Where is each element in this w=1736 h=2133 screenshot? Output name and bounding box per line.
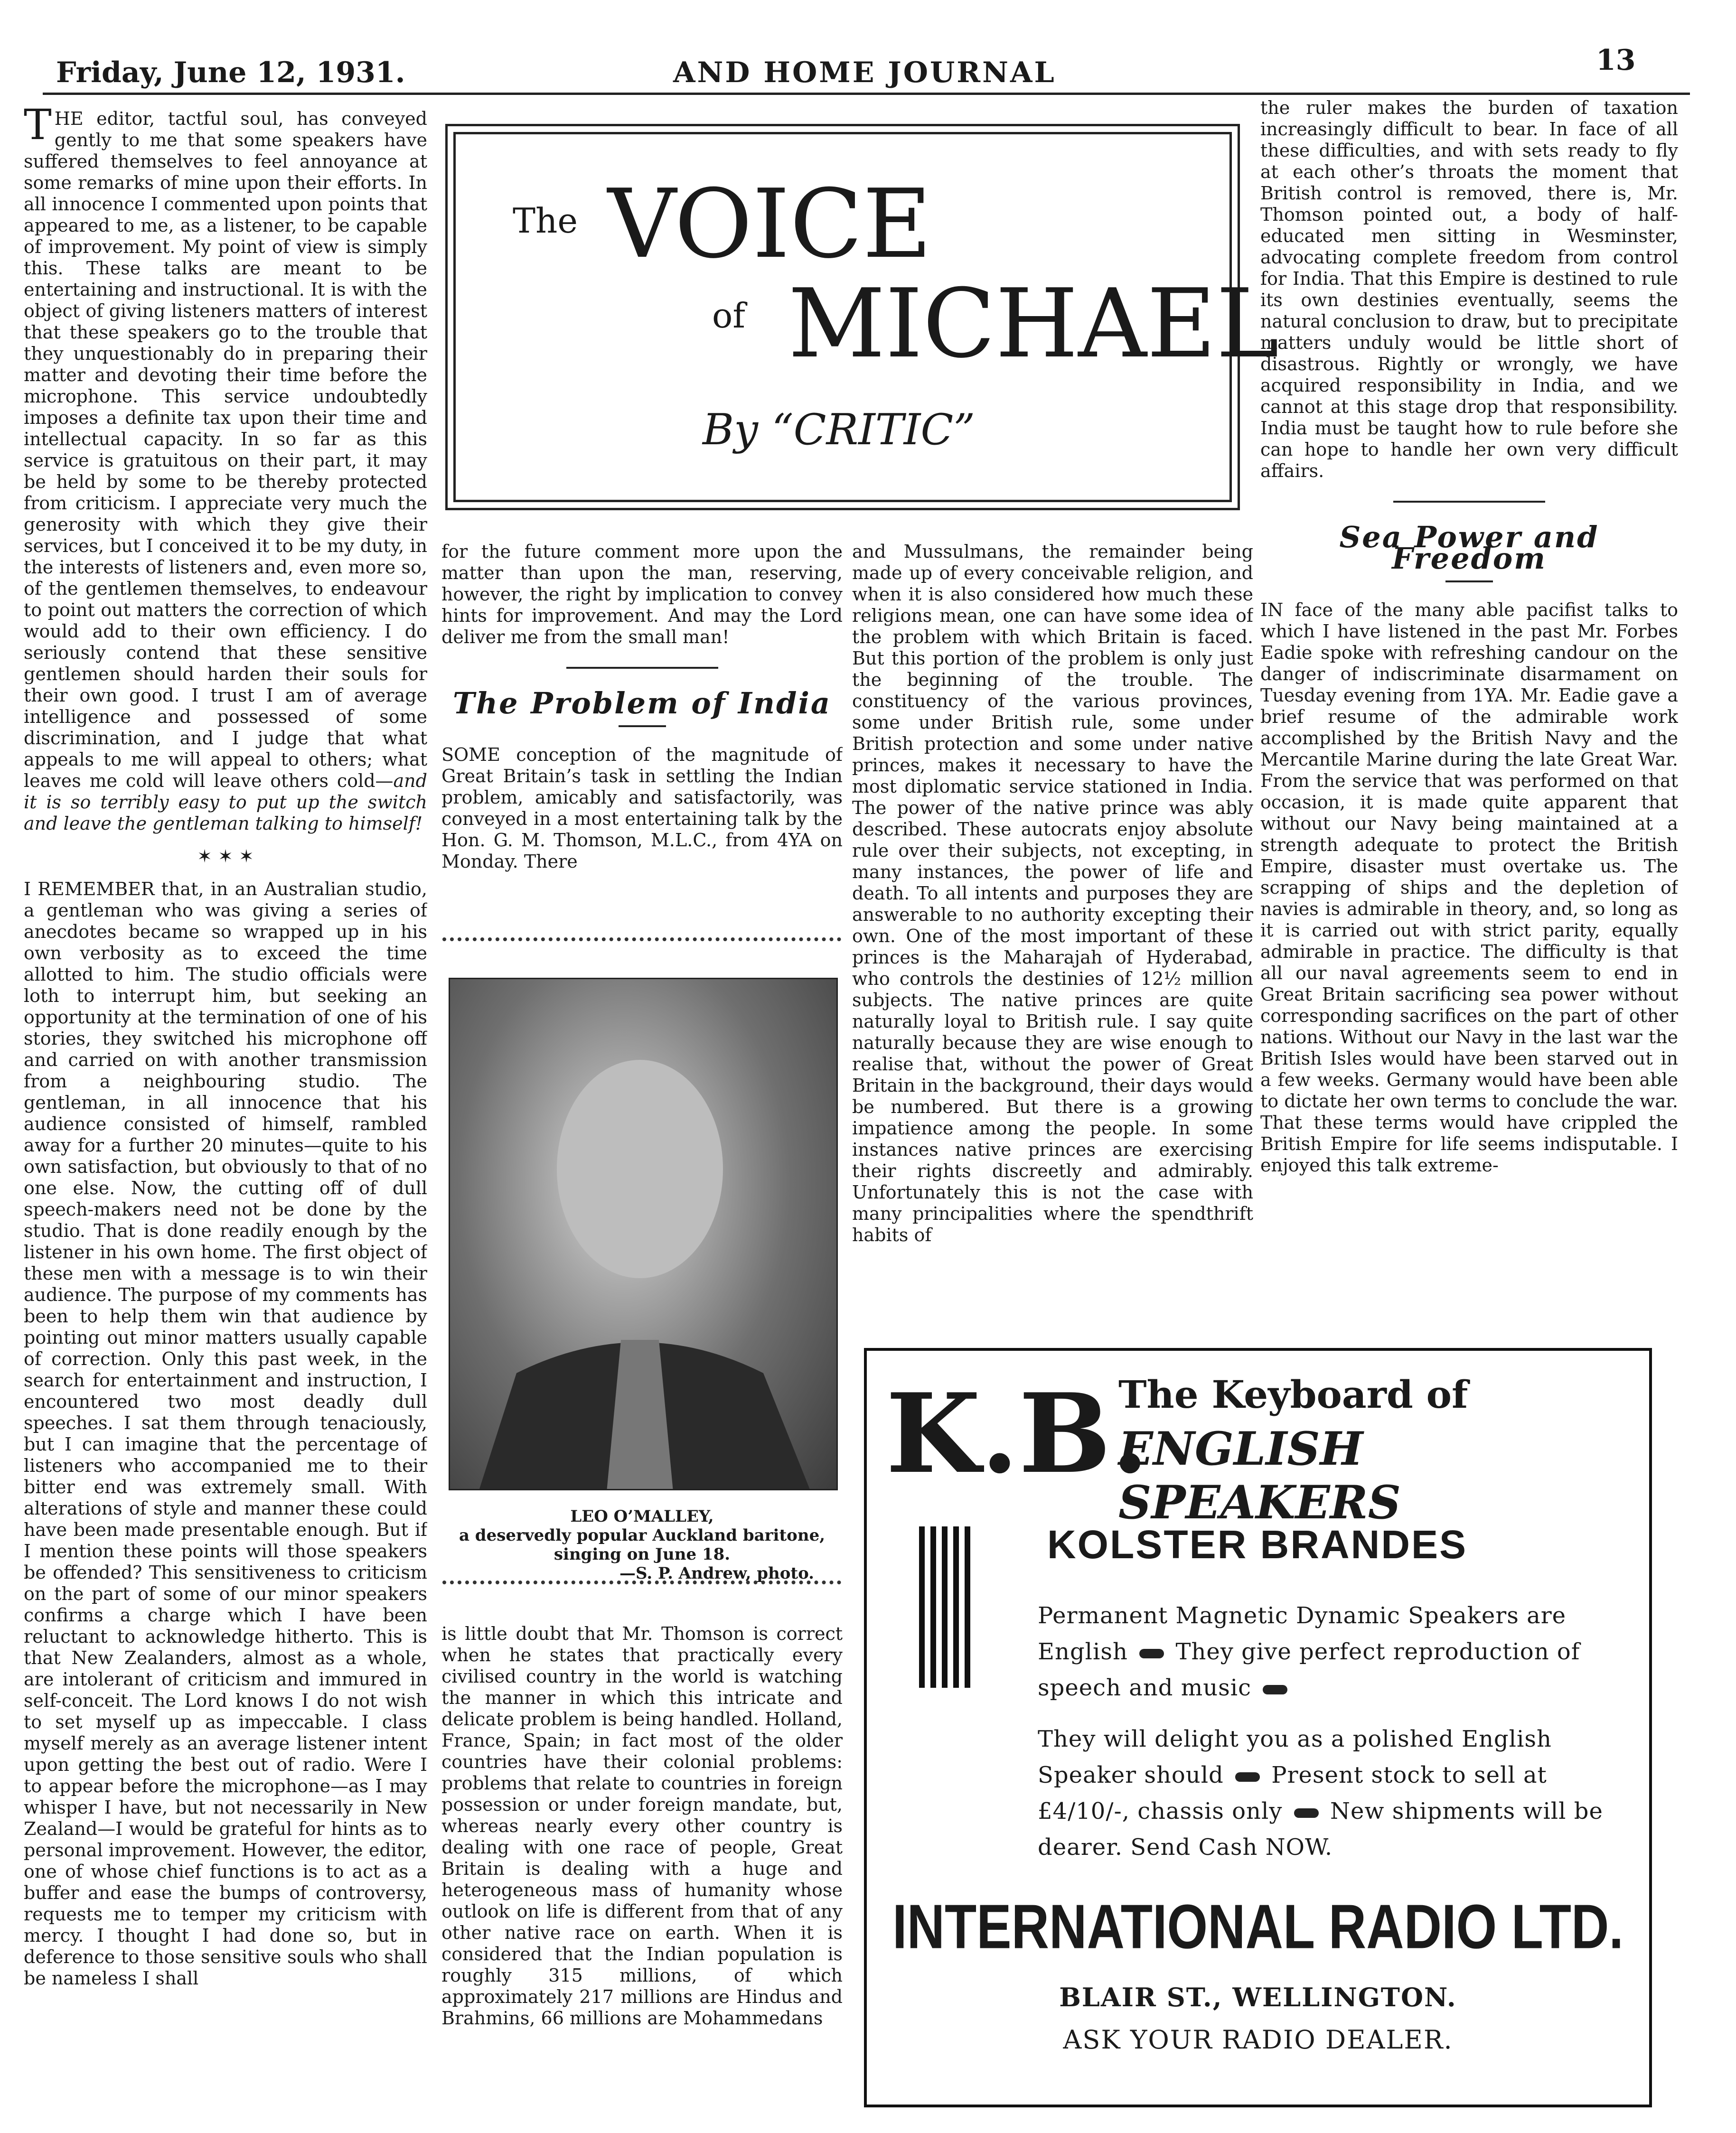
page-number: 13: [1596, 44, 1636, 77]
bullet-icon: [1139, 1649, 1164, 1658]
princes-paragraph: and Mussulmans, the remainder being made up of every conceivable religion, and when it is also considered how much these religions mean, one can have some idea of the problem with which Britain is faced. But this portion of the problem is only just the beginning of the trouble. The constituency of the various provinces, some under British rule, some under British protection and some under native princes, makes it necessary to have the most diplomatic service stationed in India. The power of the native prince was ably described. These autocrats enjoy absolute rule over their subjects, not excepting, in many instances, the power of life and death. To all intents and purposes they are answerable to no authority excepting their own. One of the most important of these princes is the Maharajah of Hyderabad, who controls the destinies of 12½ million subjects. The native princes are quite naturally loyal to British rule. I say quite naturally because they are wise enough to realise that, without the power of Great Britain in the background, their days would be numbered. But there is a growing impatience among the people. In some instances native princes are exercising their rights discreetly and admirably. Unfortunately this is not the case with many principalities where the spendthrift habits of: [852, 541, 1253, 1245]
divider: [619, 725, 666, 727]
caption-credit: —S. P. Andrew, photo.: [619, 1564, 814, 1583]
title-michael: MICHAEL: [788, 269, 1279, 379]
drop-cap: T: [24, 108, 52, 149]
photo-leo-omalley: [449, 978, 838, 1490]
australian-studio-paragraph: I REMEMBER that, in an Australian studio, a gentleman who was giving a series of anecdotes became so wrapped up in his own verbosity as to exceed the time allotted to him. The studio officials were loth to interrupt him, but seeking an opportunity at the termination of one of his stories, they switched his microphone off and carried on with another transmission from a neighbouring studio. The gentleman, in all innocence that his audience consisted of himself, rambled away for a further 20 minutes—quite to his own satisfaction, but obviously to that of no one else. Now, the cutting off of dull speech-makers need not be done by the studio. That is done readily enough by the listener in his own home. The first object of these men with a message is to win their audience. The purpose of my comments has been to help them win that audience by pointing out minor matters usually capable of correction. Only this past week, in the search for entertainment and instruction, I encountered two most deadly dull speeches. I sat them through tenaciously, but I can imagine that the percentage of listeners who accompanied me to their bitter end was extremely small. With alterations of style and manner these could have been made presentable enough. But if I mention these points will those speakers be offended? This sensitiveness to criticism on the part of some of our minor speakers confirms a charge which I have been reluctant to acknowledge hitherto. This is that New Zealanders, almost as a whole, are intolerant of criticism and immured in self-conceit. The Lord knows I do not wish to set myself up as impeccable. I class myself merely as an average listener intent upon getting the best out of radio. Were I to appear before the microphone—as I may whisper I have, but not necessarily in New Zealand—I would be grateful for hints as to personal improvement. However, the editor, one of whose chief functions is to act as a buffer and ease the bumps of controversy, requests me to temper my criticism with mercy. I thought I had done so, but in deference to those sensitive souls who shall be nameless I shall: [24, 879, 427, 1989]
editor-paragraph: [24, 108, 427, 834]
heading-problem-of-india: The Problem of India: [452, 686, 832, 720]
divider: [566, 667, 718, 669]
kb-advertisement: [864, 1348, 1652, 2107]
caption-description: a deservedly popular Auckland baritone, singing on June 18.: [459, 1526, 826, 1564]
portrait-silhouette: [450, 979, 838, 1490]
india-continued-paragraph: is little doubt that Mr. Thomson is correct when he states that practically every civilised country in the world is watching the manner in which this intricate and delicate problem is being handled. Holland, France, Spain; in fact most of the older countries have their colonial problems: problems that relate to countries in foreign possession or under foreign mandate, but, whereas nearly every other country is dealing with one race of people, Great Britain is dealing with a huge and heterogeneous mass of humanity whose outlook on life is different from that of any other native race on earth. When it is considered that the Indian population is roughly 315 millions, of which approximately 217 millions are Hindus and Brahmins, 66 millions are Mohammedans: [441, 1623, 843, 2029]
title-voice: VOICE: [608, 169, 932, 280]
heading-sea-power: Sea Power and Freedom: [1339, 520, 1599, 576]
photo-border-bottom: [442, 1581, 841, 1584]
editor-italic-text: and it is so terribly easy to put up the switch and leave the gentleman talking to himself!: [24, 770, 427, 834]
bullet-icon: [1235, 1772, 1260, 1782]
publication-title: AND HOME JOURNAL: [673, 56, 1056, 89]
ad-tagline-1: The Keyboard of: [1118, 1372, 1468, 1417]
ad-company: INTERNATIONAL RADIO LTD.: [892, 1891, 1623, 1962]
small-man-paragraph: for the future comment more upon the matter than upon the man, reserving, however, the right by implication to convey hints for improvement. And may the Lord deliver me from the small man!: [441, 541, 843, 647]
title-of: of: [712, 296, 745, 336]
taxation-paragraph: the ruler makes the burden of taxation increasingly difficult to bear. In face of all these difficulties, and with sets ready to fly at each other’s throats the moment that British control is removed, there is, Mr. Thomson pointed out, a body of half-educated men sitting in Wesminster, advocating complete freedom from control for India. That this Empire is destined to rule its own destinies eventually, seems the natural conclusion to draw, but to precipitate matters unduly would be little short of disastrous. Rightly or wrongly, we have acquired responsibility in India, and we cannot at this stage drop that responsibility. India must be taught how to rule before she can hope to handle her own very difficult affairs.: [1260, 97, 1678, 481]
column-2-top: [441, 541, 843, 921]
header-rule: [43, 93, 1690, 95]
editor-first-line: HE editor, tactful soul, has conveyed: [54, 108, 427, 129]
ad-body-1: Permanent Magnetic Dynamic Speakers are English They give perfect reproduction of speech and music: [1038, 1602, 1580, 1701]
ad-kb-logo: K.B.: [886, 1370, 1149, 1498]
bullet-icon: [1294, 1808, 1319, 1818]
editor-text: gently to me that some speakers have suffered themselves to feel annoyance at some remarks of mine upon their efforts. In all innocence I commented upon points that appeared to me, as a listener, to be capable of improvement. My point of view is simply this. These talks are meant to be entertaining and instructional. It is with the object of giving listeners matters of interest that these speakers go to the trouble that they unquestionably do in preparing their matter and devoting their time before the microphone. This service undoubtedly imposes a definite tax upon their time and intellectual capacity. In so far as this service is gratuitous on their part, it may be held by some to be thereby protected from criticism. I appreciate very much the generosity with which they give their services, but I conceived it to be my duty, in the interests of listeners and, even more so, of the gentlemen themselves, to endeavour to point out matters the correction of which would add to their own efficiency. I do seriously contend that these sensitive gentlemen should harden their souls for their own good. I trust I am of average intelligence and possessed of some discrimination, and I judge that what appeals to me will appeal to others; what leaves me cold will leave others cold—: [24, 130, 427, 791]
title-box: [453, 132, 1279, 502]
sea-power-paragraph: IN face of the many able pacifist talks to which I have listened in the past Mr. Forbes Eadie spoke with refreshing candour on the danger of indiscriminate disarmament on Tuesday evening from 1YA. Mr. Eadie gave a brief resume of the admirable work accomplished by the British Navy and the Mercantile Marine during the late Great War. From the service that was performed on that occasion, it is made quite apparent that without our Navy being maintained at a strength adequate to protect the British Empire, disaster must overtake us. The scrapping of ships and the depletion of navies is admirable in theory, and, so long as it is carried out with strict parity, equally admirable in practice. The difficulty is that all our naval agreements seem to end in Great Britain sacrificing sea power without corresponding sacrifices on the part of other nations. Without our Navy in the last war the British Isles would have been starved out in a few weeks. Germany would have been able to dictate her own terms to conclude the war. That these terms would have crippled the British Empire for life seems indisputable. I enjoyed this talk extreme-: [1260, 599, 1678, 1176]
column-3: [852, 541, 1253, 1310]
title-the: The: [513, 201, 578, 241]
ad-tagline-2: ENGLISH SPEAKERS: [1118, 1422, 1401, 1529]
column-4: [1260, 97, 1678, 1312]
ad-ask-dealer: ASK YOUR RADIO DEALER.: [1063, 2025, 1453, 2055]
divider: [1393, 501, 1545, 503]
ad-body-2: They will delight you as a polished English Speaker should Present stock to sell at £4/10/-, chassis only New shipments will be dearer. Send Cash NOW.: [1038, 1726, 1603, 1861]
issue-date: Friday, June 12, 1931.: [56, 56, 405, 89]
ad-brand: KOLSTER BRANDES: [1047, 1522, 1468, 1567]
title-byline: By “CRITIC”: [703, 405, 976, 455]
bullet-icon: [1263, 1685, 1287, 1694]
india-intro-paragraph: SOME conception of the magnitude of Great Britain’s task in settling the Indian problem, amicably and satisfactorily, was conveyed in a most entertaining talk by the Hon. G. M. Thomson, M.L.C., from 4YA on Monday. There: [441, 744, 843, 872]
photo-caption: [441, 1507, 843, 1583]
column-2-bottom: [441, 1623, 843, 2117]
ad-address: BLAIR ST., WELLINGTON.: [1059, 1982, 1457, 2012]
column-1: [24, 108, 427, 2111]
divider: [1445, 580, 1493, 582]
photo-border-top: [442, 937, 841, 941]
caption-name: LEO O’MALLEY,: [570, 1507, 714, 1526]
section-stars: ✶ ✶ ✶: [197, 846, 254, 867]
ad-vertical-bars: [919, 1526, 976, 1690]
